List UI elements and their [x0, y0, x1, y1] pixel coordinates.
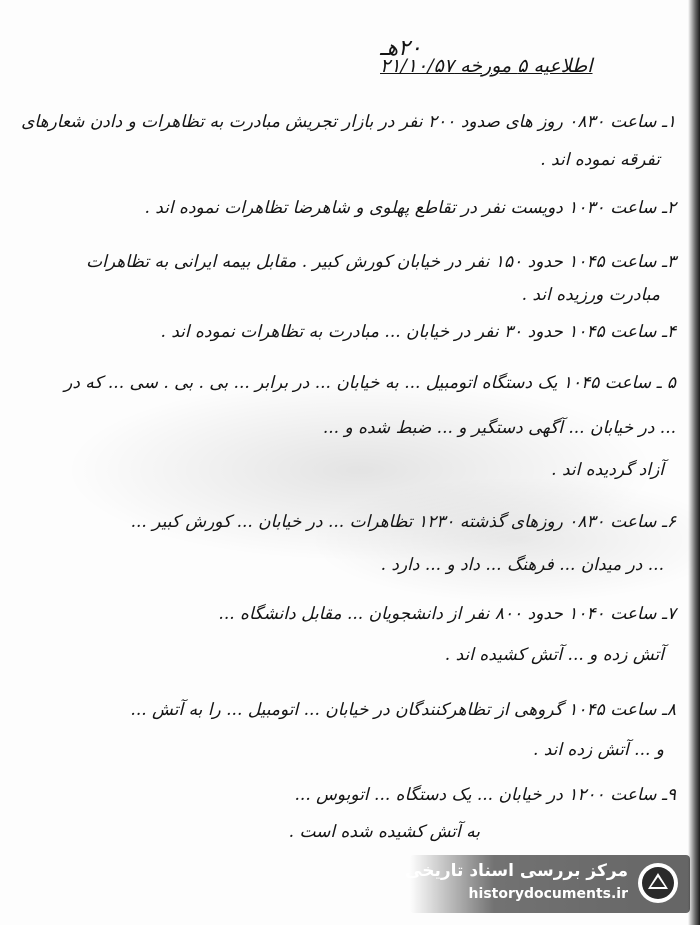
- item-line: ۷ـ ساعت ۱۰۴۰ حدود ۸۰۰ نفر از دانشجویان ... مقابل دانشگاه ...: [218, 604, 676, 624]
- item-line: مبادرت ورزیده اند .: [521, 285, 660, 305]
- page-number: ۲۰هـ: [380, 36, 422, 61]
- item-line: ۵ ـ ساعت ۱۰۴۵ یک دستگاه اتومبیل ... به خیابان ... در برابر ... بی . بی . سی ... که در: [64, 373, 676, 393]
- item-line: تفرقه نموده اند .: [540, 150, 660, 170]
- item-line: ۸ـ ساعت ۱۰۴۵ گروهی از تظاهرکنندگان در خیابان ... اتومبیل ... را به آتش ...: [130, 700, 676, 720]
- item-line: ۲ـ ساعت ۱۰۳۰ دویست نفر در تقاطع پهلوی و شاهرضا تظاهرات نموده اند .: [144, 198, 676, 218]
- scan-edge-shadow: [688, 0, 700, 925]
- item-line: به آتش کشیده شده است .: [288, 822, 480, 842]
- item-line: ۱ـ ساعت ۰۸۳۰ روز های صدود ۲۰۰ نفر در بازار تجریش مبادرت به تظاهرات و دادن شعارهای: [21, 112, 676, 132]
- item-line: و ... آتش زده اند .: [532, 740, 664, 760]
- watermark-badge: [405, 855, 690, 913]
- document-title: اطلاعیه ۵ مورخه ۲۱/۱۰/۵۷: [380, 55, 593, 77]
- book-seal-icon: [636, 861, 680, 905]
- item-line: ۴ـ ساعت ۱۰۴۵ حدود ۳۰ نفر در خیابان ... مبادرت به تظاهرات نموده اند .: [160, 322, 676, 342]
- item-line: ۹ـ ساعت ۱۲۰۰ در خیابان ... یک دستگاه ... اتوبوس ...: [294, 785, 676, 805]
- watermark-url: historydocuments.ir: [468, 886, 628, 902]
- item-line: آزاد گردیده اند .: [551, 460, 664, 480]
- watermark-title: مرکز بررسی اسناد تاریخی: [405, 861, 628, 881]
- item-line: ۳ـ ساعت ۱۰۴۵ حدود ۱۵۰ نفر در خیابان کورش کبیر . مقابل بیمه ایرانی به تظاهرات: [86, 252, 676, 272]
- item-line: ... در خیابان ... آگهی دستگیر و ... ضبط شده و ...: [322, 418, 676, 438]
- item-line: ... در میدان ... فرهنگ ... داد و ... دارد .: [380, 555, 664, 575]
- item-line: ۶ـ ساعت ۰۸۳۰ روزهای گذشته ۱۲۳۰ تظاهرات ... در خیابان ... کورش کبیر ...: [130, 512, 676, 532]
- item-line: آتش زده و ... آتش کشیده اند .: [444, 645, 664, 665]
